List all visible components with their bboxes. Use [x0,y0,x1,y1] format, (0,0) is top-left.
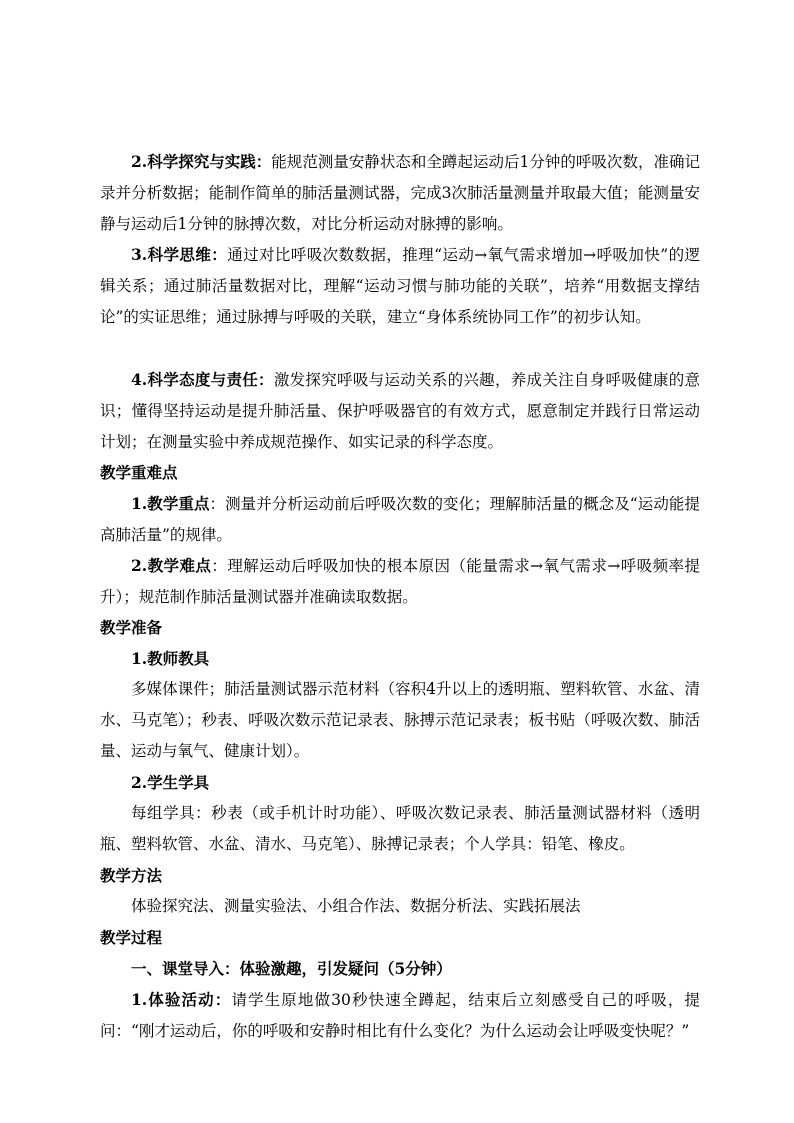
key-point-2 [100,550,700,613]
objective-item-2-lead: 2.科学探究与实践： [131,152,272,171]
objective-item-2 [100,146,700,240]
key-point-1-lead: 1.教学重点 [131,494,210,513]
objective-item-2-text: 能规范测量安静状态和全蹲起运动后1分钟的呼吸次数，准确记录并分析数据；能制作简单的肺活量测试器，完成3次肺活量测量并取最大值；能测量安静与运动后1分钟的脉搏次数，对比分析运动对脉搏的影响。 [100,153,700,233]
heading-key-points: 教学重难点 [100,463,178,482]
objective-item-4 [100,364,700,458]
key-point-1-text: ：测量并分析运动前后呼吸次数的变化；理解肺活量的概念及“运动能提高肺活量”的规律。 [100,495,700,544]
heading-preparation: 教学准备 [100,618,163,637]
key-point-2-text: ：理解运动后呼吸加快的根本原因（能量需求→氧气需求→呼吸频率提升）；规范制作肺活量测试器并准确读取数据。 [100,557,700,606]
key-point-1 [100,488,700,551]
process-activity-1 [100,984,700,1047]
heading-methods: 教学方法 [100,866,163,885]
objective-item-3-lead: 3.科学思维： [131,245,228,264]
methods-text: 体验探究法、测量实验法、小组合作法、数据分析法、实践拓展法 [131,897,581,915]
objective-item-3-text: 通过对比呼吸次数数据，推理“运动→氧气需求增加→呼吸加快”的逻辑关系；通过肺活量数据对比，理解“运动习惯与肺功能的关联”，培养“用数据支撑结论”的实证思维；通过脉搏与呼吸的关联，建立“身体系统协同工作”的初步认知。 [100,246,700,326]
process-section-1-title: 一、课堂导入：体验激趣，引发疑问（5分钟） [131,959,452,978]
key-point-2-lead: 2.教学难点 [131,556,212,575]
student-tools-text: 每组学具：秒表（或手机计时功能）、呼吸次数记录表、肺活量测试器材料（透明瓶、塑料软管、水盆、清水、马克笔）、脉搏记录表；个人学具：铅笔、橡皮。 [100,804,700,853]
objective-item-4-lead: 4.科学态度与责任： [131,370,274,389]
teacher-tools-heading: 1.教师教具 [131,649,210,668]
process-activity-1-lead: 1.体验活动： [131,990,232,1009]
heading-process: 教学过程 [100,928,163,947]
objective-item-3 [100,239,700,333]
process-activity-1-text: 请学生原地做30秒快速全蹲起，结束后立刻感受自己的呼吸，提问：“刚才运动后，你的呼吸和安静时相比有什么变化？为什么运动会让呼吸变快呢？” [100,991,700,1040]
objective-item-4-text: 激发探究呼吸与运动关系的兴趣，养成关注自身呼吸健康的意识；懂得坚持运动是提升肺活量、保护呼吸器官的有效方式，愿意制定并践行日常运动计划；在测量实验中养成规范操作、如实记录的科学态度。 [100,371,700,451]
teacher-tools-text: 多媒体课件；肺活量测试器示范材料（容积4升以上的透明瓶、塑料软管、水盆、清水、马克笔）；秒表、呼吸次数示范记录表、脉搏示范记录表；板书贴（呼吸次数、肺活量、运动与氧气、健康计划）。 [100,680,700,760]
student-tools-heading: 2.学生学具 [131,773,210,792]
